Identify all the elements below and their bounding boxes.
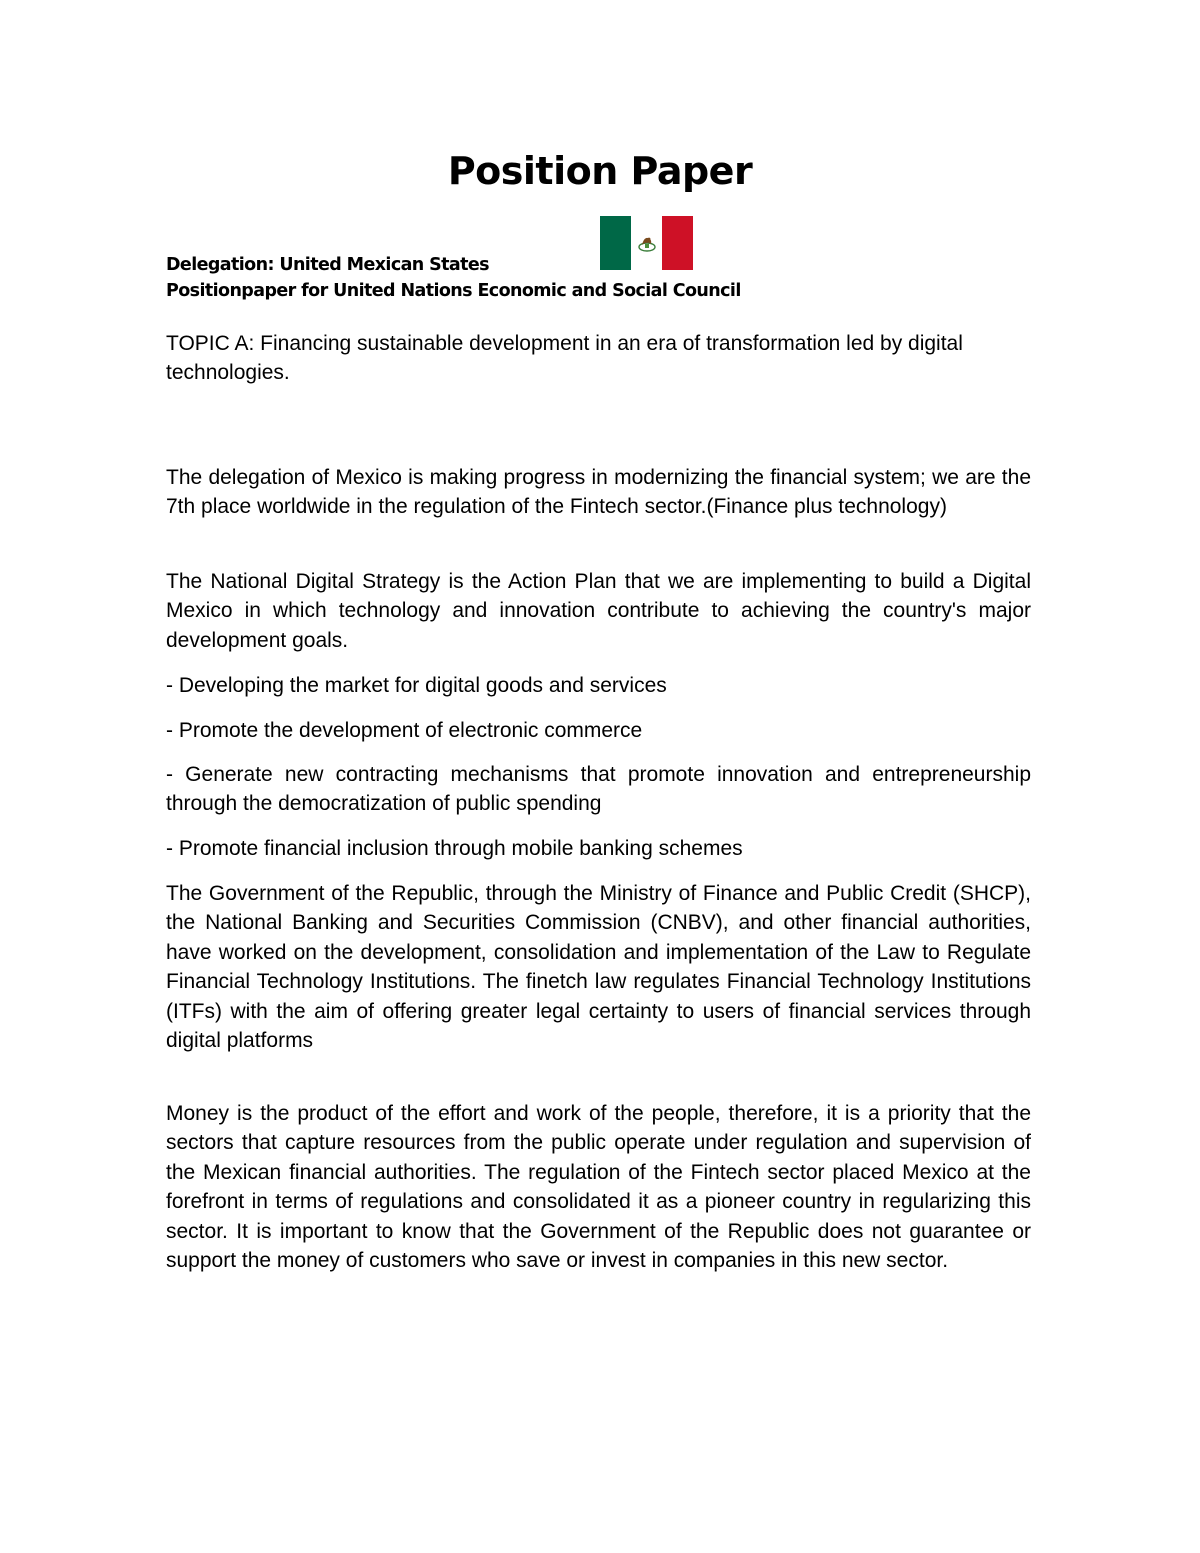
bullet-item: - Developing the market for digital goods and services bbox=[166, 674, 667, 697]
bullet-item: - Generate new contracting mechanisms that promote innovation and entrepreneurship through the democratization of public spending bbox=[166, 763, 1031, 816]
coat-of-arms-icon bbox=[636, 233, 658, 253]
bullet-item: - Promote the development of electronic commerce bbox=[166, 719, 643, 742]
paragraph: The Government of the Republic, through the Ministry of Finance and Public Credit (SHCP), the National Banking and Securities Commission (CNBV), and other financial authorities, have worked on the development, consolidation and implementation of the Law to Regulate Financial Technology Institutions. The finetch law regulates Financial Technology Institutions (ITFs) with the aim of offering greater legal certainty to users of financial services through digital platforms bbox=[166, 882, 1031, 1053]
bullet-item: - Promote financial inclusion through mobile banking schemes bbox=[166, 837, 743, 860]
topic-heading: TOPIC A: Financing sustainable development in an era of transformation led by digital technologies. bbox=[166, 332, 963, 385]
document-title: Position Paper bbox=[447, 149, 753, 193]
position-paper-line: Positionpaper for United Nations Economic and Social Council bbox=[166, 281, 741, 301]
delegation-line: Delegation: United Mexican States bbox=[166, 255, 489, 275]
paragraph: The National Digital Strategy is the Action Plan that we are implementing to build a Digital Mexico in which technology and innovation contribute to achieving the country's major development goals. bbox=[166, 570, 1031, 652]
paragraph: Money is the product of the effort and work of the people, therefore, it is a priority that the sectors that capture resources from the public operate under regulation and supervision of the Mexican financial authorities. The regulation of the Fintech sector placed Mexico at the forefront in terms of regulations and consolidated it as a pioneer country in regularizing this sector. It is important to know that the Government of the Republic does not guarantee or support the money of customers who save or invest in companies in this new sector. bbox=[166, 1102, 1031, 1273]
document-meta bbox=[166, 252, 741, 304]
paragraph: The delegation of Mexico is making progress in modernizing the financial system; we are the 7th place worldwide in the regulation of the Fintech sector.(Finance plus technology) bbox=[166, 466, 1031, 519]
